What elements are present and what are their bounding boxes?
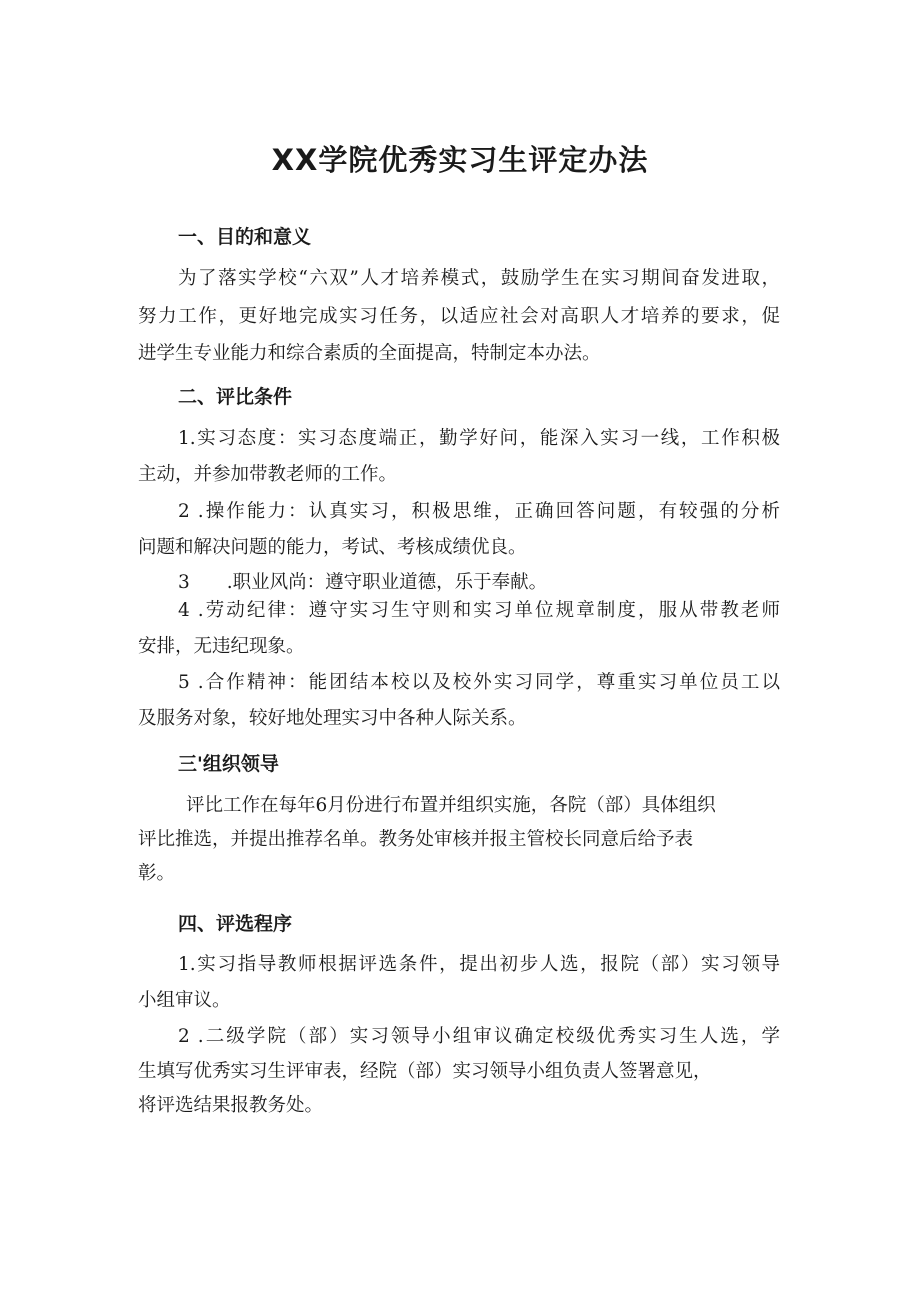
paragraph-line: 将评选结果报教务处。	[138, 1095, 324, 1116]
paragraph-line: 2 .操作能力：认真实习，积极思维，正确回答问题，有较强的分析	[178, 501, 780, 522]
paragraph-line: 努力工作，更好地完成实习任务，以适应社会对高职人才培养的要求，促	[138, 306, 780, 327]
paragraph-line: 4 .劳动纪律：遵守实习生守则和实习单位规章制度，服从带教老师	[178, 600, 780, 621]
paragraph-line: 2 .二级学院（部）实习领导小组审议确定校级优秀实习生人选，学	[178, 1026, 780, 1047]
paragraph-line: 1.实习指导教师根据评选条件，提出初步人选，报院（部）实习领导	[178, 954, 780, 975]
paragraph-line: 评比推选，并提出推荐名单。教务处审核并报主管校长同意后给予表	[138, 829, 694, 850]
paragraph-line: 评比工作在每年6月份进行布置并组织实施，各院（部）具体组织	[186, 795, 716, 816]
paragraph-line: 生填写优秀实习生评审表，经院（部）实习领导小组负责人签署意见，	[138, 1061, 712, 1082]
paragraph-line: 主动，并参加带教老师的工作。	[138, 464, 398, 485]
paragraph-line: 5 .合作精神：能团结本校以及校外实习同学，尊重实习单位员工以	[178, 672, 780, 693]
paragraph-line: 及服务对象，较好地处理实习中各种人际关系。	[138, 708, 527, 729]
paragraph-line: 3 .职业风尚：遵守职业道德，乐于奉献。	[178, 572, 548, 593]
document-title: XX学院优秀实习生评定办法	[271, 143, 649, 177]
section-heading-procedure: 四、评选程序	[178, 913, 293, 935]
paragraph-line: 进学生专业能力和综合素质的全面提高，特制定本办法。	[138, 343, 601, 364]
section-heading-leadership: 三'组织领导	[178, 753, 279, 775]
paragraph-line: 问题和解决问题的能力，考试、考核成绩优良。	[138, 537, 527, 558]
paragraph-line: 1.实习态度：实习态度端正，勤学好问，能深入实习一线，工作积极	[178, 428, 780, 449]
section-heading-purpose: 一、目的和意义	[178, 226, 312, 248]
paragraph-line: 小组审议。	[138, 990, 231, 1011]
paragraph-line: 安排，无违纪现象。	[138, 636, 305, 657]
section-heading-criteria: 二、评比条件	[178, 386, 293, 408]
paragraph-line: 彰。	[138, 863, 176, 884]
paragraph-line: 为了落实学校“六双”人才培养模式，鼓励学生在实习期间奋发进取，	[178, 268, 780, 289]
